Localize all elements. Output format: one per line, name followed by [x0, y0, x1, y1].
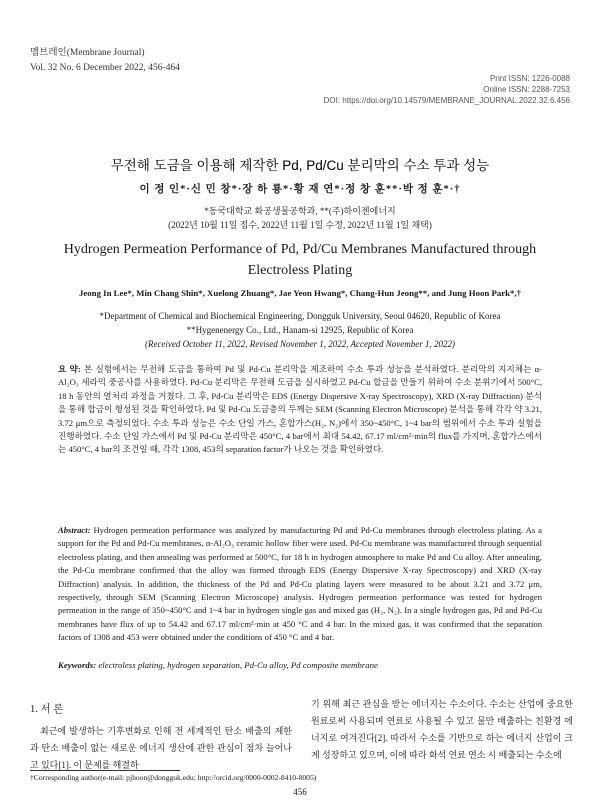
english-authors: Jeong In Lee*, Min Chang Shin*, Xuelong Zhuang*, Jae Yeon Hwang*, Chang-Hun Jeong**, and Jung Hoon Park*,†: [78, 288, 522, 298]
journal-header: [30, 46, 180, 76]
korean-affiliation: *동국대학교 화공생물공학과, **(주)하이젠에너지: [204, 206, 396, 216]
journal-name: 멤브레인(Membrane Journal): [30, 48, 145, 58]
article-meta: [324, 73, 570, 106]
page-number: 456: [293, 787, 307, 797]
journal-volume: Vol. 32 No. 6 December 2022, 456-464: [30, 63, 180, 73]
english-affiliation-block: [0, 309, 600, 351]
korean-received-dates: (2022년 10월 11일 접수, 2022년 11월 1일 수정, 2022년 11월 1일 채택): [168, 220, 432, 230]
corresponding-author-footnote: †Corresponding author(e-mail: pjhoon@dongguk.edu; http://orcid.org/0000-0002-8410-8005): [30, 773, 317, 782]
keywords-label: Keywords:: [58, 660, 97, 670]
english-affiliation-2: **Hygenenergy Co., Ltd., Hanam-si 12925, Republic of Korea: [186, 325, 414, 335]
english-affiliation-1: *Department of Chemical and Biochemical Engineering, Dongguk University, Seoul 04620, Republic of Korea: [99, 311, 501, 321]
korean-abstract: [58, 363, 542, 457]
doi-link[interactable]: DOI: https://doi.org/10.14579/MEMBRANE_JOURNAL.2022.32.6.456: [323, 96, 570, 105]
korean-affiliation-block: [0, 204, 600, 232]
english-abstract-label: Abstract:: [58, 525, 91, 535]
section-heading: 1. 서 론: [30, 704, 64, 715]
keywords-text: electroless plating, hydrogen separation, Pd-Cu alloy, Pd composite membrane: [96, 660, 378, 670]
keywords: [58, 660, 542, 670]
body-column-left: 최근에 발생하는 기후변화로 인해 전 세계적인 탄소 배출의 제한과 탄소 배출이 없는 새로운 에너지 생산에 관한 관심이 점차 늘어나고 있다[1]. 이 문제를 해결하: [30, 726, 292, 770]
korean-title: 무전해 도금을 이용해 제작한 Pd, Pd/Cu 분리막의 수소 투과 성능: [110, 158, 490, 173]
body-column-right: 기 위해 최근 관심을 받는 에너지는 수소이다. 수소는 산업에 중요한 원료로써 사용되며 연료로 사용될 수 있고 물만 배출하는 친환경 에너지로 여겨진다[2]. 따라서 수소를 기반으로 하는 에너지 산업이 크게 성장하고 있으며, 이에 따라 화석 연료 연소 시 배출되는 수소에: [311, 699, 573, 760]
english-title: Hydrogen Permeation Performance of Pd, Pd/Cu Membranes Manufactured through Electroless Plating: [63, 242, 537, 278]
english-received-dates: (Received October 11, 2022, Revised November 1, 2022, Accepted November 1, 2022): [144, 339, 456, 349]
print-issn: Print ISSN: 1226-0088: [489, 74, 570, 83]
english-abstract: [58, 524, 542, 645]
online-issn: Online ISSN: 2288-7253: [483, 85, 570, 94]
korean-abstract-label: 요 약:: [58, 364, 81, 374]
korean-abstract-text: 본 실험에서는 무전해 도금을 통하여 Pd 및 Pd-Cu 분리막을 제조하여 수소 투과 성능을 분석하였다. 분리막의 지지체는 α-Al₂O₃ 세라믹 중공사를 사용하였다. Pd-Cu 분리막은 무전해 도금을 실시하였고 Pd-Cu 합금을 만들기 위하여 수소 분위기에서 500°C, 18 h 동안의 열처리 과정을 거쳤다. 그 후, Pd-Cu 분리막은 EDS (Energy Dispersive X-ray Spectroscopy), XRD (X-ray Diffraction) 분석을 통해 합금이 형성된 것을 확인하였다. Pd 및 Pd-Cu 도금층의 두께는 SEM (Scanning Electron Microscope) 분석을 통해 각각 약 3.21, 3.72 μm으로 측정되었다. 수소 투과 성능은 수소 단일 가스, 혼합가스(H₂, N₂)에서 350~450°C, 1~4 bar의 범위에서 수소 투과 실험을 진행하였다. 수소 단일 가스에서 Pd 및 Pd-Cu 분리막은 450°C, 4 bar에서 최대 54.42, 67.17 ml/cm²·min의 flux를 가지며, 혼합가스에서는 450°C, 4 bar의 조건일 때, 각각 1308, 453의 separation factor가 나오는 것을 확인하였다.: [58, 364, 542, 455]
english-abstract-text: Hydrogen permeation performance was analyzed by manufacturing Pd and Pd-Cu membranes through electroless plating. As a support for the Pd and Pd-Cu membranes, α-Al₂O₃ ceramic hollow fiber were used. Pd-Cu membrane was manufactured through sequential electroless plating, and then annealing was performed at 500°C, for 18 h in hydrogen atmosphere to make Pd and Cu alloy. After annealing, the Pd-Cu membrane confirmed that the alloy was formed through EDS (Energy Dispersive X-ray Spectroscopy) and XRD (X-ray Diffraction) analysis. In addition, the thickness of the Pd and Pd-Cu plating layers were measured to be about 3.21 and 3.72 μm, respectively, through SEM (Scanning Electron Microscope) analysis. Hydrogen permeation performance was tested for hydrogen permeation in the range of 350~450°C and 1~4 bar in hydrogen single gas and mixed gas (H₂, N₂). In a single hydrogen gas, Pd and Pd-Cu membranes have flux of up to 54.42 and 67.17 ml/cm²·min at 450 °C and 4 bar. In the mixed gas, it was confirmed that the separation factors of 1308 and 453 were obtained under the conditions of 450 °C and 4 bar.: [58, 525, 542, 643]
footnote-divider: [30, 770, 180, 771]
korean-authors: 이 정 인*·신 민 창*·장 하 룡*·황 재 연*·정 창 훈**·박 정 훈*·†: [139, 184, 461, 195]
